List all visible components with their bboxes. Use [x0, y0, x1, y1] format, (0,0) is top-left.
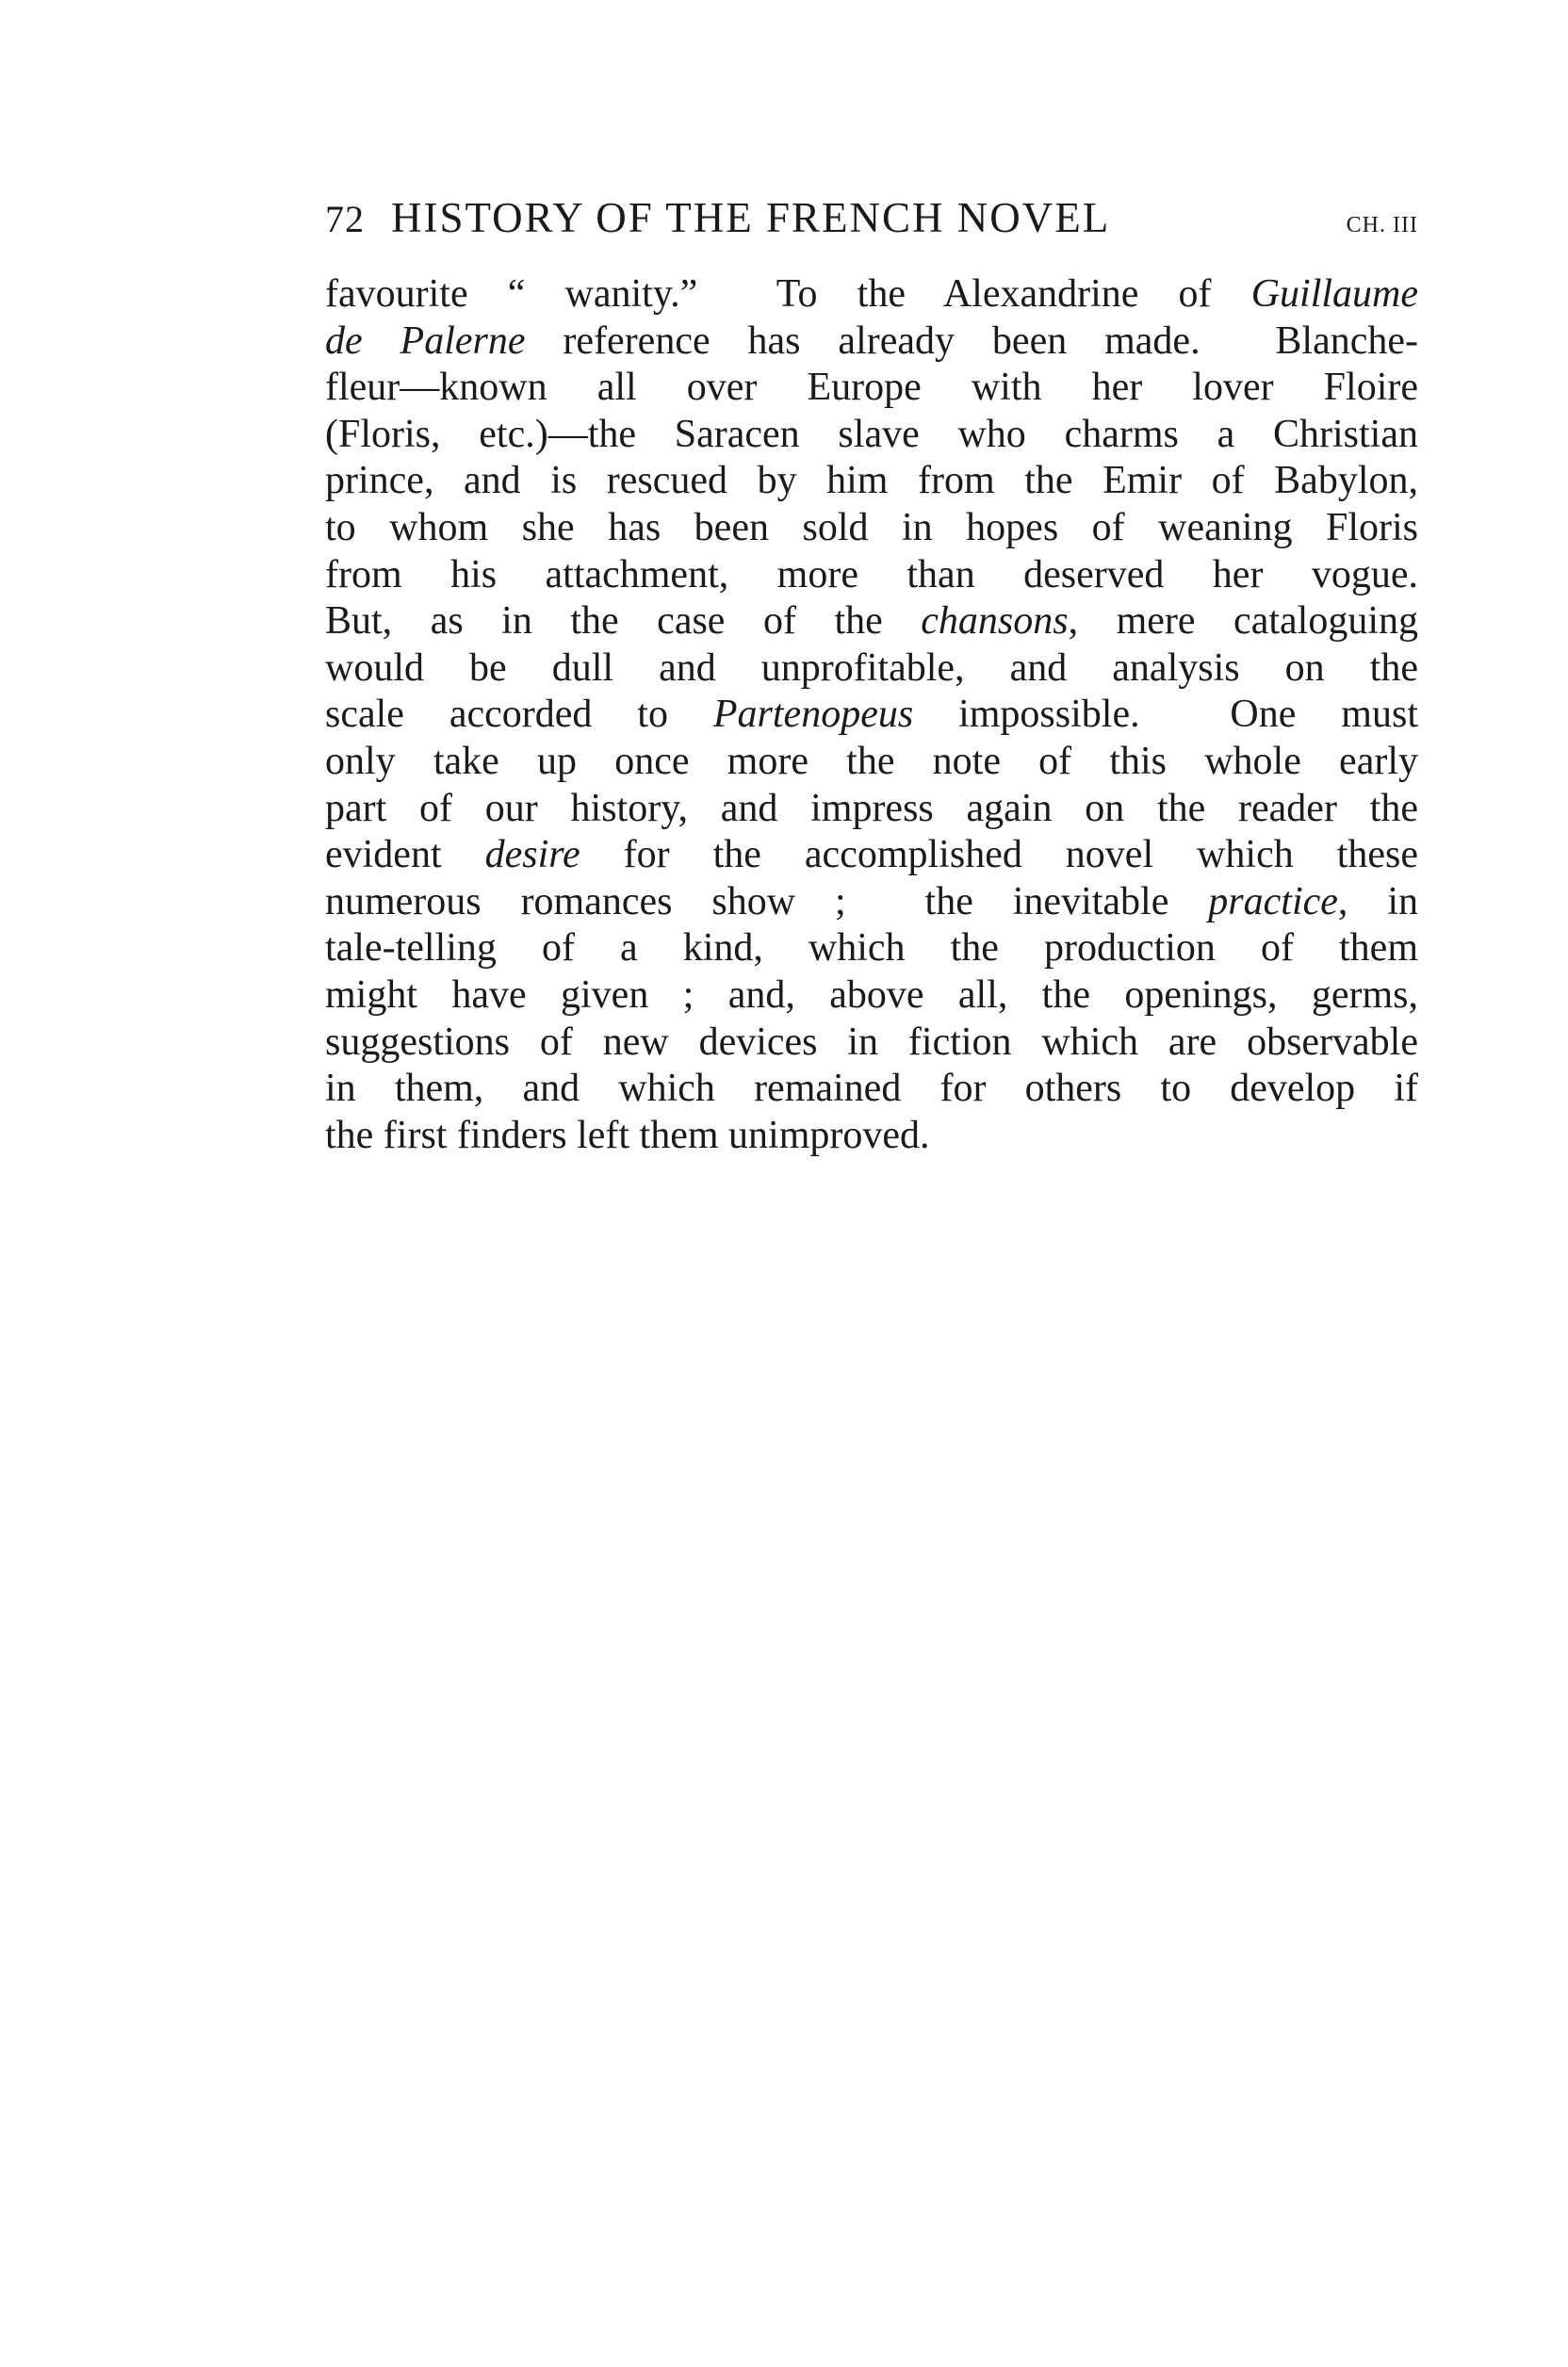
text-line — [325, 271, 1418, 318]
text-line — [325, 318, 1418, 366]
text-run: would be dull and unprofitable, and analysis on the — [325, 645, 1418, 690]
text-run: part of our history, and impress again on the reader the — [325, 786, 1418, 830]
italic-text: Partenopeus — [712, 693, 914, 737]
text-run: for the accomplished novel which these — [580, 833, 1419, 877]
text-run: reference has already been made. Blanche- — [525, 318, 1419, 363]
text-line — [325, 1113, 1418, 1160]
text-line — [325, 598, 1418, 645]
text-run: fleur—known all over Europe with her lover Floire — [325, 366, 1418, 410]
text-run: impossible. One must — [913, 693, 1418, 737]
text-line — [325, 552, 1418, 599]
text-line — [325, 505, 1418, 552]
running-head — [325, 193, 1418, 250]
text-run: to whom she has been sold in hopes of weaning Floris — [325, 505, 1418, 549]
text-run: suggestions of new devices in fiction which are observable — [325, 1020, 1418, 1064]
italic-text: desire — [484, 833, 580, 877]
text-line — [325, 739, 1418, 786]
text-run: (Floris, etc.)—the Saracen slave who charms a Christian — [325, 412, 1418, 456]
text-run: scale accorded to — [325, 693, 713, 737]
italic-text: Guillaume — [1250, 272, 1418, 316]
text-run: evident — [325, 833, 485, 877]
text-line — [325, 1020, 1418, 1067]
text-line — [325, 365, 1418, 412]
text-line — [325, 645, 1418, 693]
text-line — [325, 832, 1418, 879]
text-run: , in — [1337, 879, 1418, 923]
text-run: prince, and is rescued by him from the Emir of Babylon, — [325, 459, 1418, 503]
text-line — [325, 412, 1418, 459]
text-line — [325, 879, 1418, 926]
chapter-reference: CH. III — [1346, 213, 1418, 237]
text-run: might have given ; and, above all, the openings, germs, — [325, 972, 1418, 1017]
text-run: tale-telling of a kind, which the production of them — [325, 926, 1418, 971]
text-line — [325, 458, 1418, 505]
text-line — [325, 692, 1418, 739]
italic-text: de Palerne — [325, 318, 526, 363]
text-run: numerous romances show ; the inevitable — [325, 879, 1209, 923]
text-run: the first finders left them unimproved. — [325, 1113, 930, 1157]
italic-text: practice — [1208, 879, 1338, 923]
text-run: But, as in the case of the — [325, 599, 922, 644]
text-run: only take up once more the note of this whole early — [325, 739, 1418, 783]
text-line — [325, 1066, 1418, 1113]
text-run: , mere cataloguing — [1068, 599, 1418, 644]
text-line — [325, 925, 1418, 972]
page-number: 72 — [325, 198, 365, 240]
book-title: HISTORY OF THE FRENCH NOVEL — [391, 194, 1111, 241]
text-line — [325, 972, 1418, 1020]
text-run: from his attachment, more than deserved her vogue. — [325, 552, 1418, 596]
text-run: in them, and which remained for others to develop if — [325, 1067, 1418, 1111]
text-line — [325, 786, 1418, 833]
body-paragraph — [325, 271, 1418, 1159]
italic-text: chansons — [921, 599, 1069, 644]
text-run: favourite “ wanity.” To the Alexandrine of — [325, 272, 1251, 316]
